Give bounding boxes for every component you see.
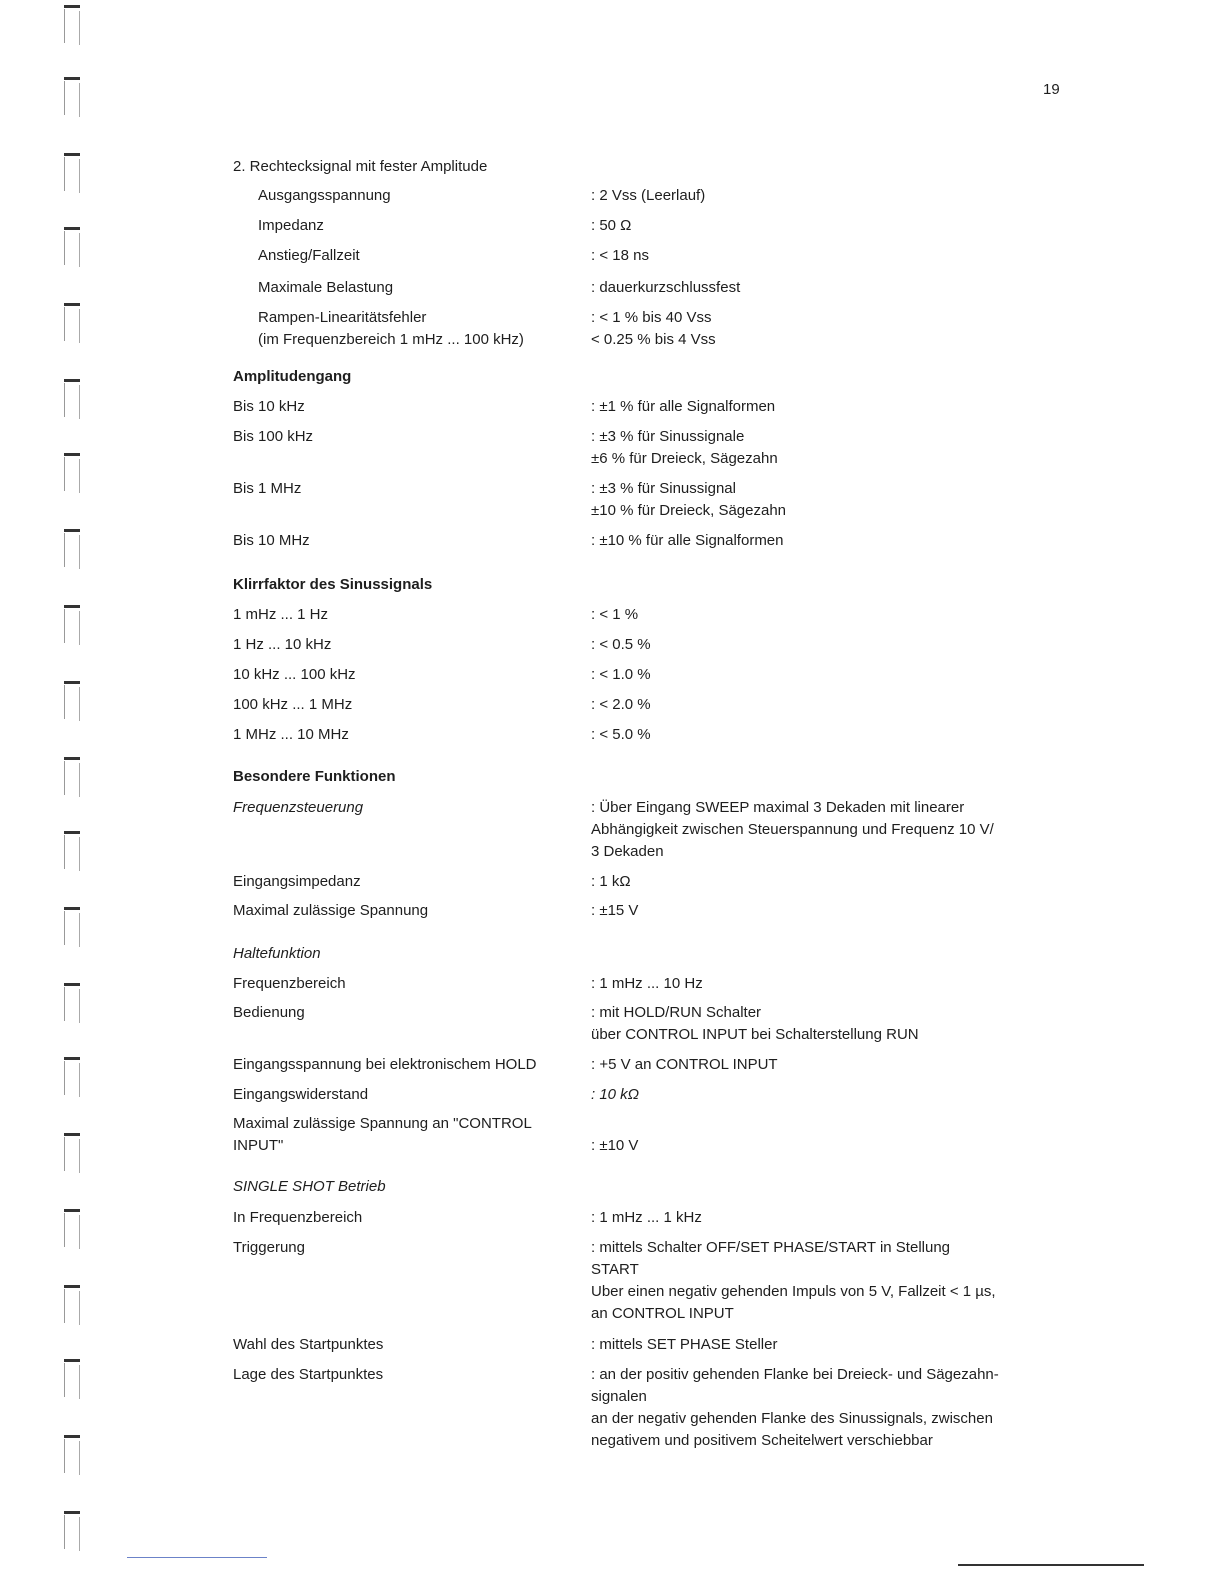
binder-hole [58, 1057, 88, 1117]
binder-hole [58, 681, 88, 741]
spec-label: Lage des Startpunktes [233, 1366, 384, 1383]
spec-label: Bis 100 kHz [233, 428, 314, 445]
spec-label: Eingangsimpedanz [233, 873, 361, 890]
spec-label: Bis 1 MHz [233, 480, 302, 497]
binder-hole [58, 1285, 88, 1345]
binder-hole [58, 907, 88, 967]
spec-value: : +5 V an CONTROL INPUT [591, 1056, 778, 1073]
binder-hole [58, 1209, 88, 1269]
binder-hole [58, 77, 88, 137]
spec-value: : 50 Ω [591, 217, 632, 234]
spec-value: : < 1 % bis 40 Vss < 0.25 % bis 4 Vss [591, 309, 716, 348]
spec-value: : ±15 V [591, 902, 639, 919]
spec-value: : 1 mHz ... 1 kHz [591, 1209, 702, 1226]
spec-label: Frequenzbereich [233, 975, 346, 992]
binder-hole [58, 153, 88, 213]
spec-value: : < 5.0 % [591, 726, 651, 743]
spec-label: Triggerung [233, 1239, 305, 1256]
spec-value: : ±3 % für Sinussignale ±6 % für Dreieck, Sägezahn [591, 428, 778, 467]
spec-label: Maximal zulässige Spannung [233, 902, 429, 919]
spec-value: : < 1 % [591, 606, 639, 623]
spec-label: Bis 10 MHz [233, 532, 310, 549]
spec-value: : 1 mHz ... 10 Hz [591, 975, 703, 992]
binder-hole [58, 5, 88, 65]
binder-hole [58, 303, 88, 363]
spec-value: : ±10 V [591, 1137, 639, 1154]
section-heading: Besondere Funktionen [233, 768, 396, 785]
section-heading: SINGLE SHOT Betrieb [233, 1178, 386, 1195]
spec-value: : 10 kΩ [591, 1086, 640, 1103]
binder-hole [58, 379, 88, 439]
spec-label: 100 kHz ... 1 MHz [233, 696, 353, 713]
binder-hole [58, 757, 88, 817]
binder-hole [58, 453, 88, 513]
spec-label: Rampen-Linearitätsfehler (im Frequenzbereich 1 mHz ... 100 kHz) [258, 309, 524, 348]
spec-value: : ±3 % für Sinussignal ±10 % für Dreieck, Sägezahn [591, 480, 786, 519]
spec-value: : < 1.0 % [591, 666, 651, 683]
binder-hole [58, 227, 88, 287]
page-number: 19 [1043, 81, 1060, 98]
spec-label: Maximale Belastung [258, 279, 394, 296]
spec-label: 10 kHz ... 100 kHz [233, 666, 356, 683]
footer-rule [127, 1557, 267, 1558]
spec-label: Eingangswiderstand [233, 1086, 369, 1103]
spec-value: : < 18 ns [591, 247, 649, 264]
binder-hole [58, 1511, 88, 1571]
spec-label: Bedienung [233, 1004, 305, 1021]
spec-value: : 1 kΩ [591, 873, 631, 890]
binder-hole [58, 1133, 88, 1193]
spec-value: : ±10 % für alle Signalformen [591, 532, 784, 549]
spec-value: : mittels Schalter OFF/SET PHASE/START in Stellung START Uber einen negativ gehenden Impuls von 5 V, Fallzeit < 1 µs, an CONTROL INPUT [591, 1239, 996, 1322]
spec-label: Wahl des Startpunktes [233, 1336, 384, 1353]
spec-label: In Frequenzbereich [233, 1209, 363, 1226]
spec-value: : dauerkurzschlussfest [591, 279, 741, 296]
spec-label: Impedanz [258, 217, 324, 234]
footer-rule [958, 1564, 1144, 1566]
spec-label: Eingangsspannung bei elektronischem HOLD [233, 1056, 537, 1073]
spec-value: : ±1 % für alle Signalformen [591, 398, 776, 415]
spec-value: : mit HOLD/RUN Schalter über CONTROL INPUT bei Schalterstellung RUN [591, 1004, 919, 1043]
spec-label: 1 Hz ... 10 kHz [233, 636, 332, 653]
spec-label: 1 mHz ... 1 Hz [233, 606, 329, 623]
section-title: 2. Rechtecksignal mit fester Amplitude [233, 158, 488, 175]
spec-value: : < 2.0 % [591, 696, 651, 713]
spec-value: : 2 Vss (Leerlauf) [591, 187, 706, 204]
binder-hole [58, 831, 88, 891]
spec-label: Maximal zulässige Spannung an "CONTROL INPUT" [233, 1115, 532, 1154]
section-heading: Klirrfaktor des Sinussignals [233, 576, 433, 593]
spec-value: : an der positiv gehenden Flanke bei Dreieck- und Sägezahn- signalen an der negativ gehenden Flanke des Sinussignals, zwischen negativem und positivem Scheitelwert verschiebbar [591, 1366, 999, 1449]
binder-hole [58, 1435, 88, 1495]
spec-label: Anstieg/Fallzeit [258, 247, 360, 264]
section-heading: Amplitudengang [233, 368, 352, 385]
spec-label: Bis 10 kHz [233, 398, 305, 415]
binder-hole [58, 983, 88, 1043]
section-heading: Haltefunktion [233, 945, 321, 962]
binder-hole [58, 605, 88, 665]
binder-hole [58, 529, 88, 589]
spec-label: Ausgangsspannung [258, 187, 391, 204]
binder-hole [58, 1359, 88, 1419]
spec-value: : Über Eingang SWEEP maximal 3 Dekaden mit linearer Abhängigkeit zwischen Steuerspannung und Frequenz 10 V/ 3 Dekaden [591, 799, 994, 860]
spec-value: : mittels SET PHASE Steller [591, 1336, 778, 1353]
spec-value: : < 0.5 % [591, 636, 651, 653]
spec-label: Frequenzsteuerung [233, 799, 364, 816]
spec-label: 1 MHz ... 10 MHz [233, 726, 349, 743]
